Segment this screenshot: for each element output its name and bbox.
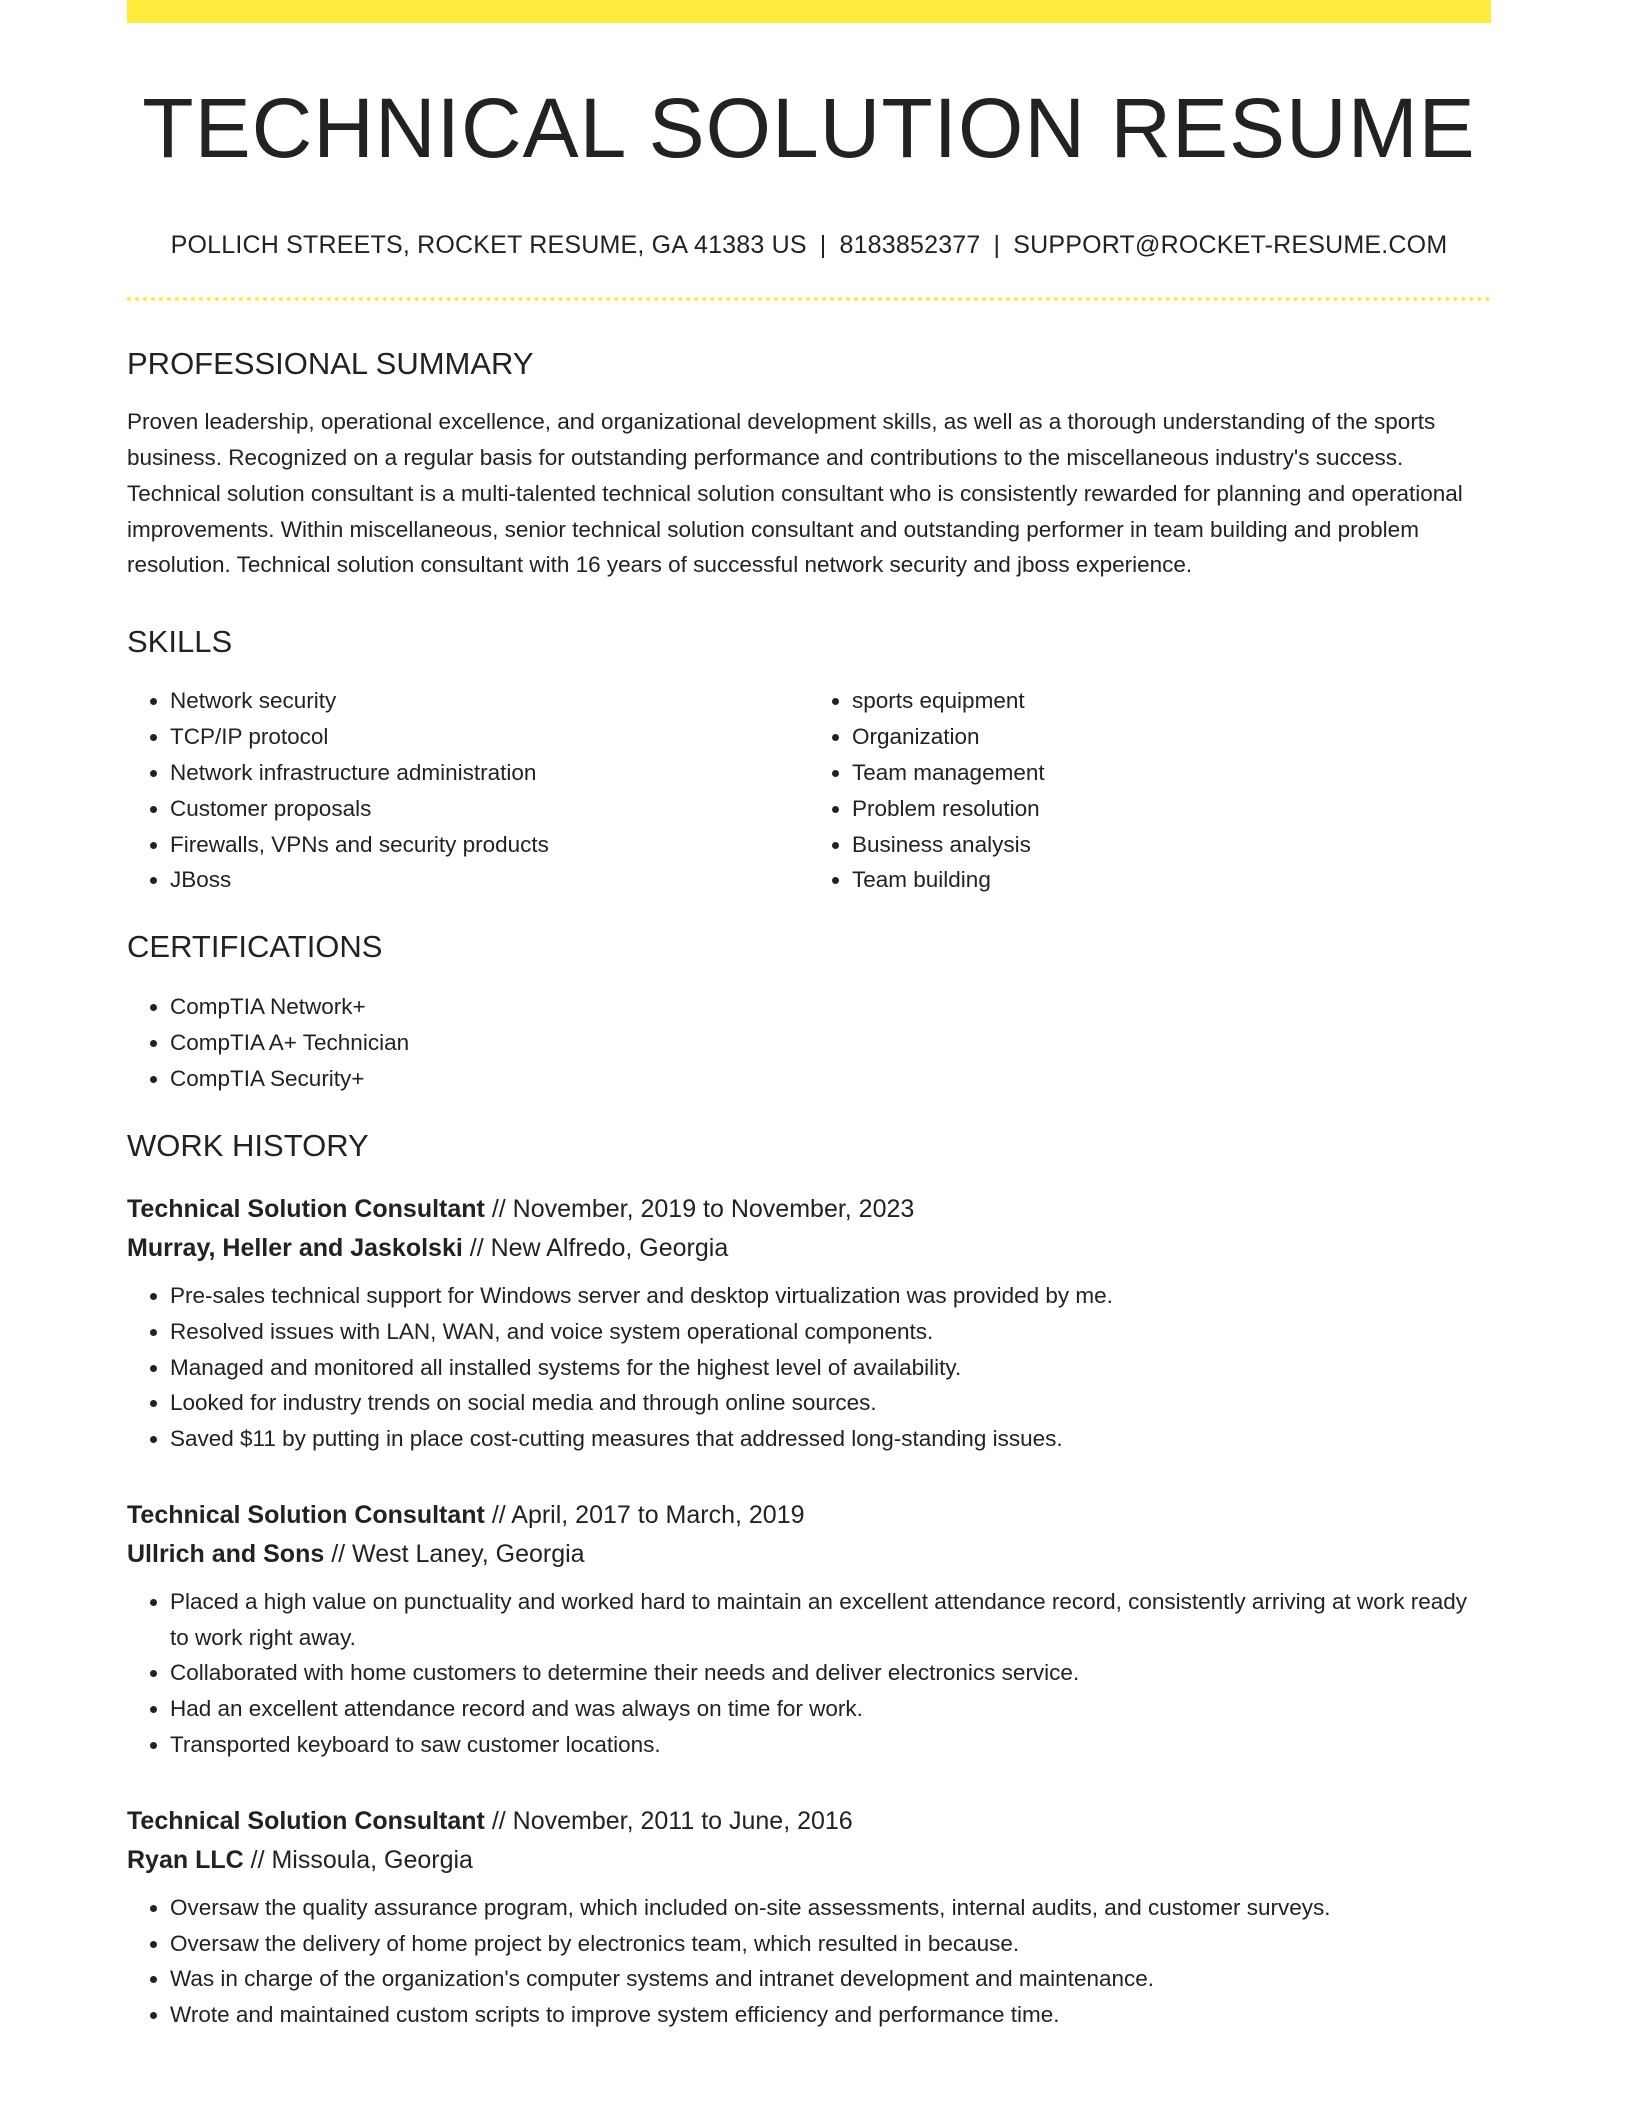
certification-item: • CompTIA Security+	[170, 1061, 1491, 1097]
contact-address: POLLICH STREETS, ROCKET RESUME, GA 41383 US	[170, 231, 807, 259]
job-dates: // April, 2017 to March, 2019	[484, 1500, 805, 1529]
job-company: Murray, Heller and Jaskolski	[127, 1233, 463, 1262]
job-location: // New Alfredo, Georgia	[462, 1233, 729, 1262]
accent-bar	[127, 0, 1491, 23]
skills-heading: SKILLS	[127, 624, 233, 660]
job-role-line	[127, 1190, 1491, 1229]
job-bullet: • Collaborated with home customers to determine their needs and deliver electronics service.	[170, 1655, 1491, 1691]
skill-item: • Network infrastructure administration	[170, 755, 809, 791]
skill-item: • Team management	[852, 755, 1491, 791]
contact-email: SUPPORT@ROCKET-RESUME.COM	[1013, 231, 1448, 259]
job-company: Ullrich and Sons	[127, 1539, 325, 1568]
job-bullet: • Resolved issues with LAN, WAN, and voice system operational components.	[170, 1314, 1491, 1350]
skill-item: • Team building	[852, 862, 1491, 898]
job-bullet: • Placed a high value on punctuality and worked hard to maintain an excellent attendance record, consistently arriving at work ready to work right away.	[170, 1584, 1491, 1656]
skill-item: • JBoss	[170, 862, 809, 898]
job-entry	[127, 1802, 1491, 2033]
job-bullet: • Transported keyboard to saw customer locations.	[170, 1727, 1491, 1763]
skills-list	[127, 683, 1491, 898]
resume-title: TECHNICAL SOLUTION RESUME	[142, 81, 1476, 175]
job-entry	[127, 1496, 1491, 1763]
contact-separator: |	[819, 231, 827, 259]
job-role: Technical Solution Consultant	[127, 1500, 485, 1529]
contact-separator: |	[993, 231, 1001, 259]
skill-item: • Organization	[852, 719, 1491, 755]
job-location: // Missoula, Georgia	[243, 1845, 473, 1874]
skill-item: • TCP/IP protocol	[170, 719, 809, 755]
job-bullet: • Oversaw the delivery of home project by electronics team, which resulted in because.	[170, 1926, 1491, 1962]
skill-item: • Network security	[170, 683, 809, 719]
certifications-list	[127, 989, 1491, 1096]
certification-item: • CompTIA Network+	[170, 989, 1491, 1025]
job-bullet: • Had an excellent attendance record and was always on time for work.	[170, 1691, 1491, 1727]
job-dates: // November, 2019 to November, 2023	[484, 1194, 915, 1223]
summary-heading: PROFESSIONAL SUMMARY	[127, 346, 534, 381]
job-bullets	[127, 1584, 1491, 1763]
skill-item: • Firewalls, VPNs and security products	[170, 827, 809, 863]
skills-column-right	[809, 683, 1491, 898]
contact-line	[127, 230, 1491, 260]
skill-item: • sports equipment	[852, 683, 1491, 719]
job-company-line	[127, 1841, 1491, 1880]
job-bullet: • Looked for industry trends on social media and through online sources.	[170, 1385, 1491, 1421]
dotted-divider	[127, 297, 1491, 301]
job-bullet: • Wrote and maintained custom scripts to improve system efficiency and performance time.	[170, 1997, 1491, 2033]
job-company-line	[127, 1229, 1491, 1268]
job-bullet: • Oversaw the quality assurance program, which included on-site assessments, internal audits, and customer surveys.	[170, 1890, 1491, 1926]
job-location: // West Laney, Georgia	[324, 1539, 585, 1568]
job-bullet: • Pre-sales technical support for Windows server and desktop virtualization was provided by me.	[170, 1278, 1491, 1314]
certifications-heading: CERTIFICATIONS	[127, 929, 383, 965]
job-role: Technical Solution Consultant	[127, 1194, 485, 1223]
job-bullet: • Saved $11 by putting in place cost-cutting measures that addressed long-standing issues.	[170, 1421, 1491, 1457]
job-bullets	[127, 1890, 1491, 2033]
skill-item: • Problem resolution	[852, 791, 1491, 827]
job-bullet: • Managed and monitored all installed systems for the highest level of availability.	[170, 1350, 1491, 1386]
job-role-line	[127, 1496, 1491, 1535]
job-entry	[127, 1190, 1491, 1457]
job-bullets	[127, 1278, 1491, 1457]
job-role: Technical Solution Consultant	[127, 1806, 485, 1835]
job-role-line	[127, 1802, 1491, 1841]
skills-column-left	[127, 683, 809, 898]
skill-item: • Business analysis	[852, 827, 1491, 863]
contact-phone: 8183852377	[839, 231, 981, 259]
resume-page	[127, 0, 1491, 2033]
job-company-line	[127, 1535, 1491, 1574]
skill-item: • Customer proposals	[170, 791, 809, 827]
job-company: Ryan LLC	[127, 1845, 244, 1874]
certification-item: • CompTIA A+ Technician	[170, 1025, 1491, 1061]
job-dates: // November, 2011 to June, 2016	[484, 1806, 853, 1835]
summary-text: Proven leadership, operational excellence, and organizational development skills, as well as a thorough understanding of the sports business. Recognized on a regular basis for outstanding performance and contributions to the miscellaneous industry's success. Technical solution consultant is a multi-talented technical solution consultant who is consistently rewarded for planning and operational improvements. Within miscellaneous, senior technical solution consultant and outstanding performer in team building and problem resolution. Technical solution consultant with 16 years of successful network security and jboss experience.	[127, 409, 1463, 578]
job-bullet: • Was in charge of the organization's computer systems and intranet development and maintenance.	[170, 1961, 1491, 1997]
work-history-heading: WORK HISTORY	[127, 1127, 369, 1163]
